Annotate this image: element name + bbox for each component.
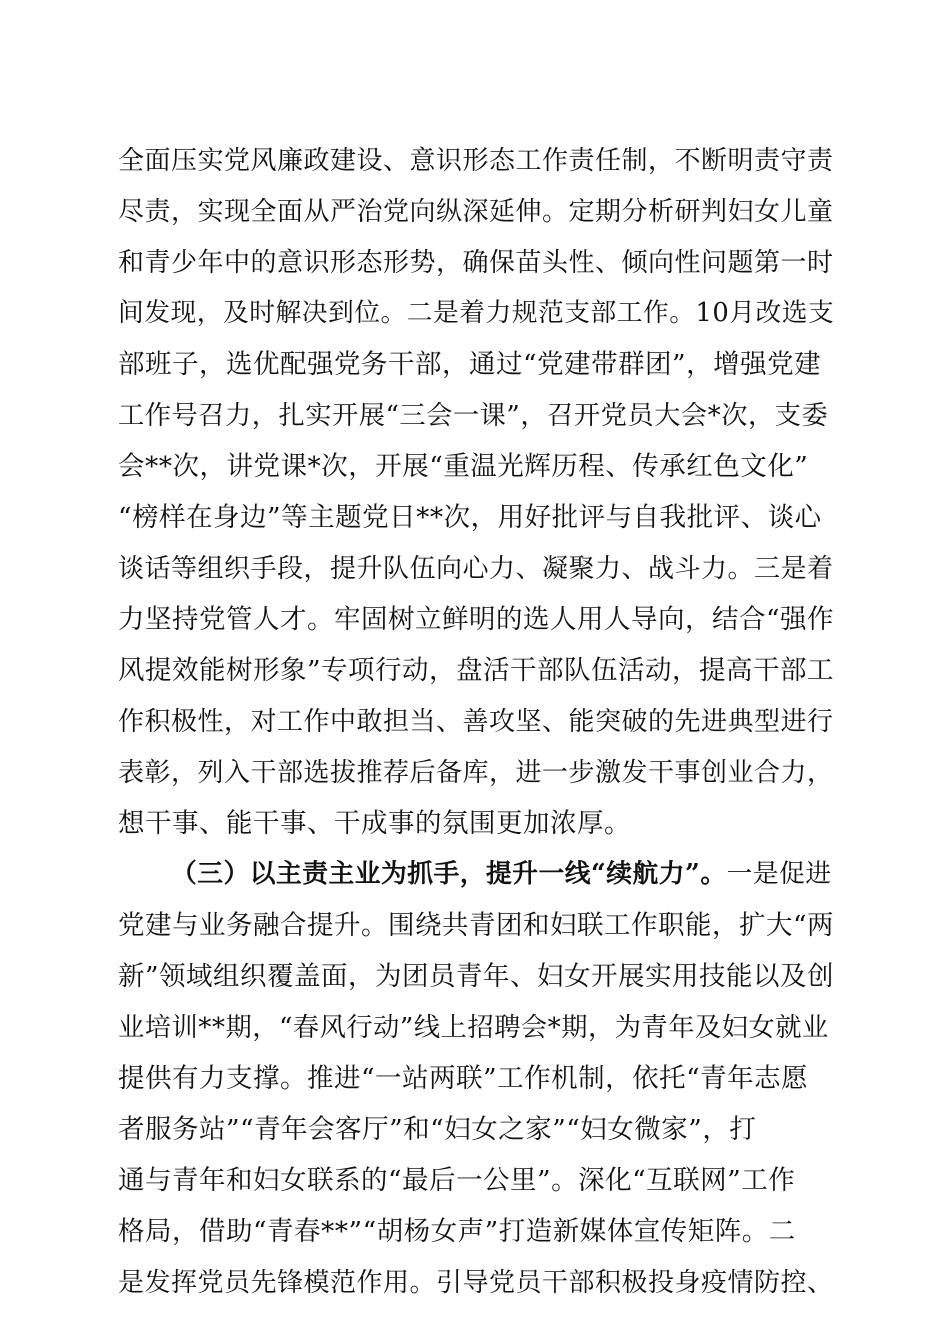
body-text-line: 者服务站”“青年会客厅”和“妇女之家”“妇女微家”，打 [118,1114,757,1145]
body-text-line: 部班子，选优配强党务干部，通过“党建带群团”，增强党建 [118,349,822,380]
body-text-line: 和青少年中的意识形态形势，确保苗头性、倾向性问题第一时 [118,248,834,278]
body-text-line: 力坚持党管人才。牢固树立鲜明的选人用人导向，结合“强作 [118,604,835,635]
body-text-line: 间发现，及时解决到位。二是着力规范支部工作。10月改选支 [118,298,835,328]
body-text-line: 会**次，讲党课*次，开展“重温光辉历程、传承红色文化” [118,451,809,482]
body-text-line: “榜样在身边”等主题党日**次，用好批评与自我批评、谈心 [118,502,822,533]
body-text-line: 工作号召力，扎实开展“三会一课”，召开党员大会*次，支委 [118,401,829,431]
body-text-line: 风提效能树形象”专项行动，盘活干部队伍活动，提高干部工 [118,655,835,686]
body-text-line: 全面压实党风廉政建设、意识形态工作责任制，不断明责守责 [118,146,834,176]
section-first-line [171,859,834,889]
body-text-line: 作积极性，对工作中敢担当、善攻坚、能突破的先进典型进行 [118,707,834,737]
body-text-line: 业培训**期，“春风行动”线上招聘会*期，为青年及妇女就业 [118,1013,829,1043]
body-text-line: 想干事、能干事、干成事的氛围更加浓厚。 [118,808,631,839]
body-text-line: 通与青年和妇女联系的“最后一公里”。深化“互联网”工作 [118,1165,796,1196]
body-text-line: 是发挥党员先锋模范作用。引导党员干部积极投身疫情防控、 [118,1268,834,1298]
body-text-line: 党建与业务融合提升。围绕共青团和妇联工作职能，扩大“两 [118,910,835,941]
section-first-line-rest: 一是促进 [726,859,832,889]
body-text-line: 尽责，实现全面从严治党向纵深延伸。定期分析研判妇女儿童 [118,197,834,227]
body-text-line: 格局，借助“青春**”“胡杨女声”打造新媒体宣传矩阵。二 [118,1216,796,1247]
body-text-line: 提供有力支撑。推进“一站两联”工作机制，依托“青年志愿 [118,1063,809,1094]
body-text-line: 表彰，列入干部选拔推荐后备库，进一步激发干事创业合力， [118,758,834,788]
section-heading: （三）以主责主业为抓手，提升一线“续航力”。 [171,859,727,889]
body-text-line: 新”领域组织覆盖面，为团员青年、妇女开展实用技能以及创 [118,961,835,992]
body-text-line: 谈话等组织手段，提升队伍向心力、凝聚力、战斗力。三是着 [118,554,834,584]
